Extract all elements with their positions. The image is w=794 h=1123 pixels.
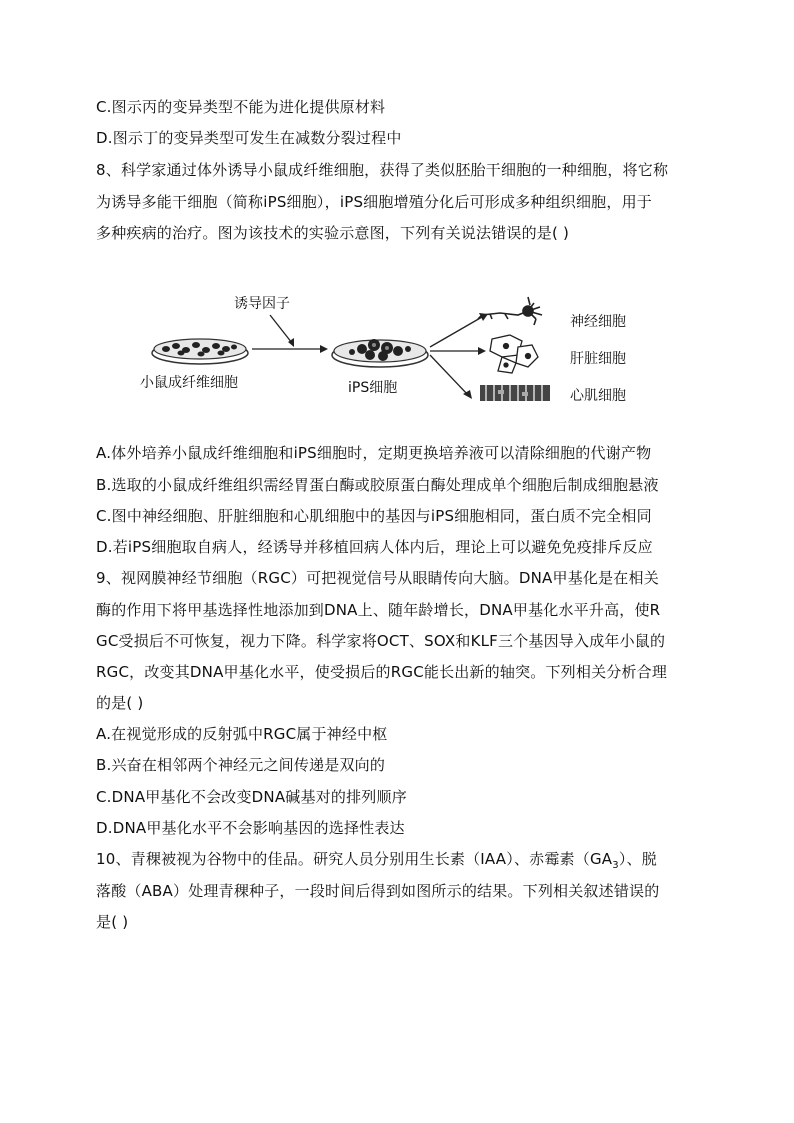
- q10-stem-line-1: [96, 849, 657, 876]
- nerve-cell-label: 神经细胞: [570, 314, 626, 330]
- fibroblast-dish: [152, 339, 248, 364]
- ips-dish: [332, 339, 428, 367]
- q9-stem-line-1: 9、视网膜神经节细胞（RGC）可把视觉信号从眼睛传向大脑。DNA甲基化是在相关: [96, 569, 659, 587]
- q10-stem-text-a: 10、青稞被视为谷物中的佳品。研究人员分别用生长素（IAA）、赤霉素（GA: [96, 850, 613, 868]
- ga-subscript: 3: [612, 860, 619, 871]
- heart-cell-label: 心肌细胞: [570, 388, 626, 404]
- q8-option-a: A.体外培养小鼠成纤维细胞和iPS细胞时，定期更换培养液可以清除细胞的代谢产物: [96, 444, 652, 462]
- fibroblast-label: 小鼠成纤维细胞: [140, 375, 238, 391]
- q10-stem-text-b: ）、脱: [618, 850, 657, 868]
- q7-option-d: D.图示丁的变异类型可发生在减数分裂过程中: [96, 129, 402, 147]
- heart-muscle-cell-icon: [480, 385, 550, 401]
- q8-option-b: B.选取的小鼠成纤维组织需经胃蛋白酶或胶原蛋白酶处理成单个细胞后制成细胞悬液: [96, 476, 659, 494]
- q10-stem-line-2: 落酸（ABA）处理青稞种子，一段时间后得到如图所示的结果。下列相关叙述错误的: [96, 882, 660, 900]
- q9-stem-line-3: GC受损后不可恢复，视力下降。科学家将OCT、SOX和KLF三个基因导入成年小鼠的: [96, 632, 666, 650]
- q9-stem-line-5: 的是( ): [96, 694, 144, 712]
- q8-stem-line-1: 8、科学家通过体外诱导小鼠成纤维细胞，获得了类似胚胎干细胞的一种细胞，将它称: [96, 161, 669, 179]
- liver-cell-label: 肝脏细胞: [570, 351, 626, 367]
- q9-option-b: B.兴奋在相邻两个神经元之间传递是双向的: [96, 756, 386, 774]
- q9-stem-line-2: 酶的作用下将甲基选择性地添加到DNA上、随年龄增长，DNA甲基化水平升高，使R: [96, 601, 661, 619]
- q10-stem-line-3: 是( ): [96, 913, 129, 931]
- q9-option-a: A.在视觉形成的反射弧中RGC属于神经中枢: [96, 725, 388, 743]
- q8-stem-line-3: 多种疾病的治疗。图为该技术的实验示意图，下列有关说法错误的是( ): [96, 224, 570, 242]
- ips-experiment-figure: [130, 285, 650, 415]
- q8-option-d: D.若iPS细胞取自病人，经诱导并移植回病人体内后，理论上可以避免免疫排斥反应: [96, 538, 653, 556]
- q9-option-d: D.DNA甲基化水平不会影响基因的选择性表达: [96, 819, 405, 837]
- q9-stem-line-4: RGC，改变其DNA甲基化水平，使受损后的RGC能长出新的轴突。下列相关分析合理: [96, 663, 668, 681]
- q9-option-c: C.DNA甲基化不会改变DNA碱基对的排列顺序: [96, 788, 407, 806]
- nerve-cell-icon: [478, 297, 542, 325]
- q7-option-c: C.图示丙的变异类型不能为进化提供原材料: [96, 98, 386, 116]
- liver-cell-icon: [490, 335, 538, 373]
- q8-stem-line-2: 为诱导多能干细胞（简称iPS细胞），iPS细胞增殖分化后可形成多种组织细胞，用于: [96, 193, 652, 211]
- inducer-label: 诱导因子: [234, 296, 290, 312]
- ips-cell-label: iPS细胞: [348, 380, 398, 396]
- q8-option-c: C.图中神经细胞、肝脏细胞和心肌细胞中的基因与iPS细胞相同，蛋白质不完全相同: [96, 507, 652, 525]
